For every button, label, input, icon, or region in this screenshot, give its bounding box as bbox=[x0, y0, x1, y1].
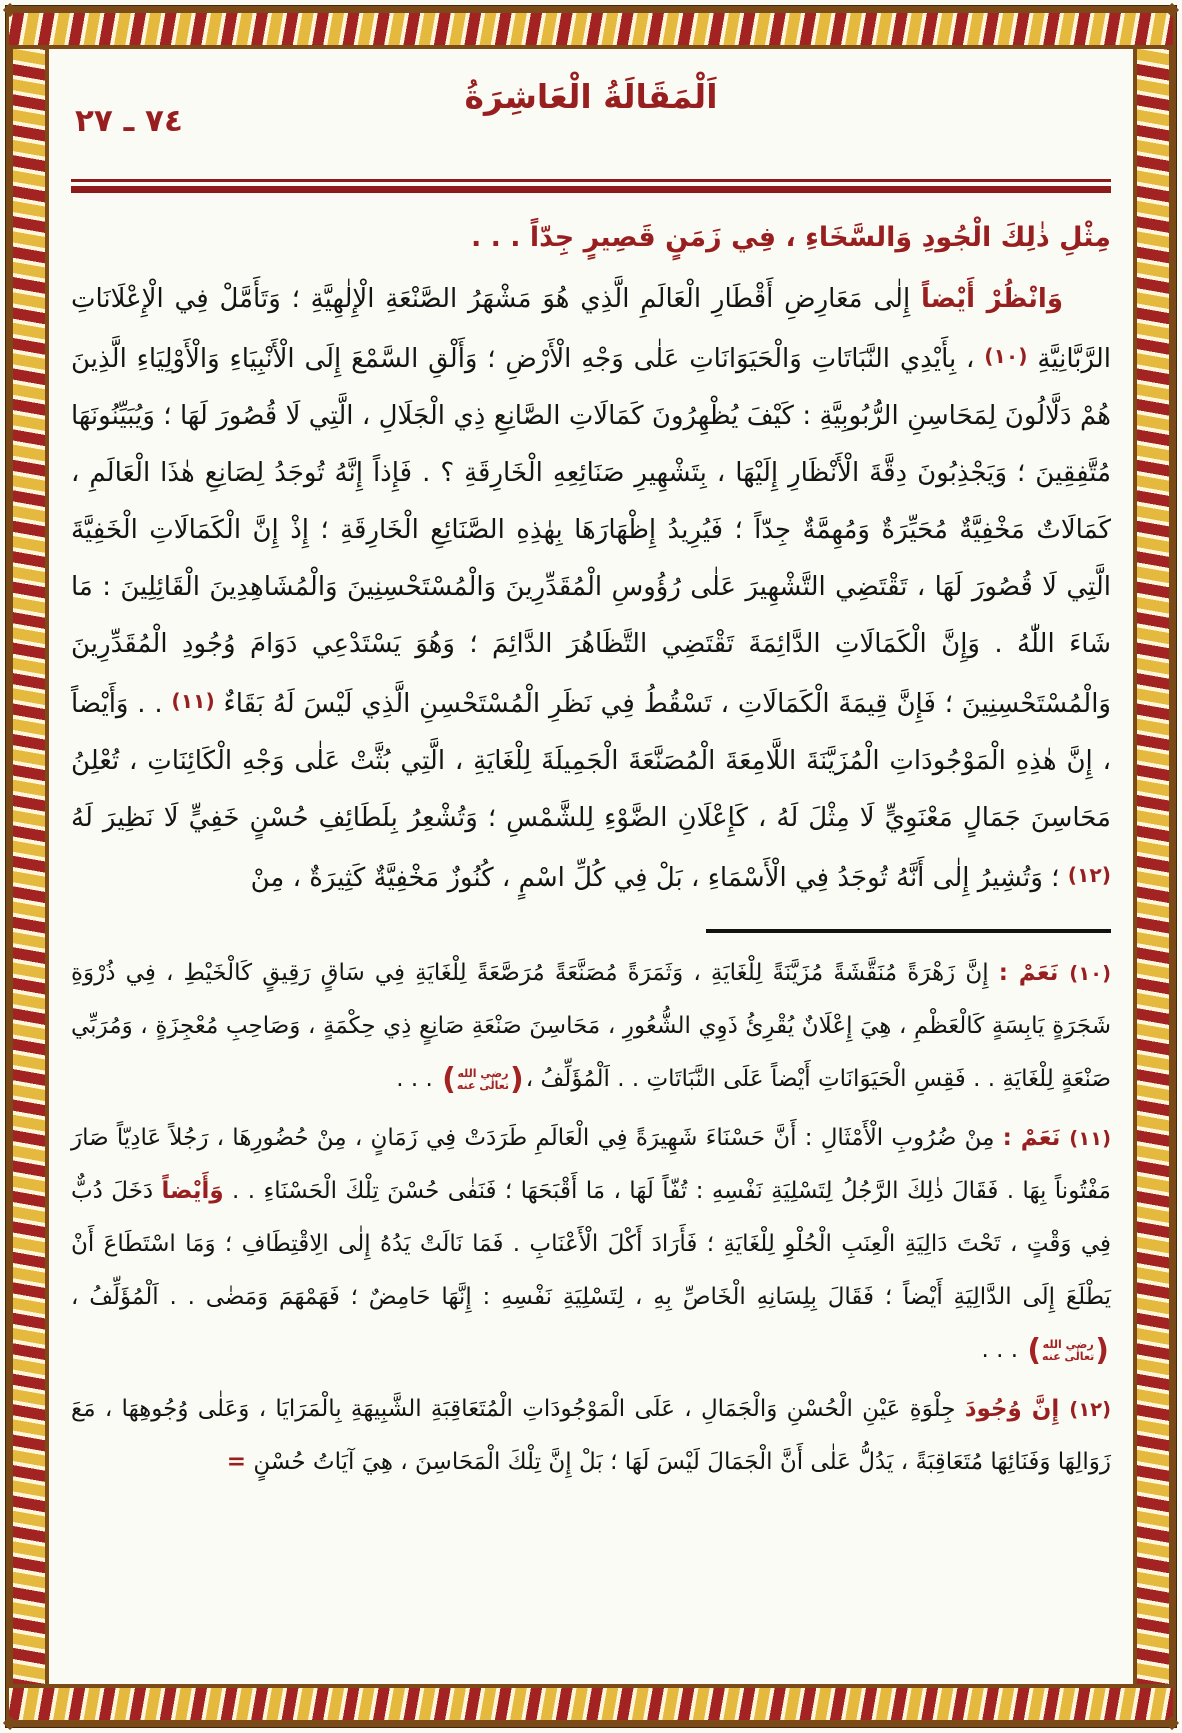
page-header bbox=[71, 77, 1111, 169]
seal-line: رضي الله bbox=[1042, 1337, 1094, 1351]
footnote-10 bbox=[71, 947, 1111, 1106]
footnote-ref-10: (١٠) bbox=[984, 344, 1028, 368]
seal-paren: ) bbox=[442, 1062, 456, 1097]
footnote-10-tail: . . . bbox=[396, 1066, 441, 1092]
footnote-12 bbox=[71, 1383, 1111, 1489]
footnote-12-text: جِلْوَةِ عَيْنِ الْحُسْنِ وَالْجَمَالِ ، عَلَى الْمَوْجُودَاتِ الْمُتَعَاقِبَةِ الشَّبِيهَةِ بِالْمَرَايَا ، وَعَلٰى وُجُوهِهَا ، مَعَ زَوَالِهَا وَفَنَائِهَا مُتَعَاقِبَةً ، يَدُلُّ عَلٰى أَنَّ الْجَمَالَ لَيْسَ لَهَا ؛ بَلْ إِنَّ تِلْكَ الْمَحَاسِنَ ، هِيَ آيَاتُ حُسْنٍ bbox=[71, 1396, 1111, 1475]
page-content bbox=[47, 47, 1135, 1686]
seal-line: تعالٰى عنه bbox=[1042, 1349, 1095, 1363]
seal-line: رضي الله bbox=[457, 1066, 509, 1080]
rule-thick bbox=[71, 186, 1111, 193]
seal-paren: ( bbox=[510, 1062, 524, 1097]
author-signature: اَلْمُؤَلِّفُ ، bbox=[71, 1284, 159, 1310]
body-paragraph bbox=[71, 271, 1111, 907]
seal-paren: ( bbox=[1095, 1333, 1109, 1368]
rule-thin bbox=[71, 179, 1111, 182]
body-segment: ، بِأَيْدِي النَّبَاتَاتِ وَالْحَيَوَانَاتِ عَلٰى وَجْهِ الْأَرْضِ ؛ وَأَلْقِ السَّمْعَ إِلَى الْأَنْبِيَاءِ وَالْأَوْلِيَاءِ الَّذِينَ هُمْ دَلَّالُونَ لِمَحَاسِنِ الرُّبُوبِيَّةِ : كَيْفَ يُظْهِرُونَ كَمَالَاتِ الصَّانِعِ ذِي الْجَلَالِ ، الَّتِي لَا قُصُورَ لَهَا ؛ وَيُبَيِّنُونَهَا مُتَّفِقِينَ ؛ وَيَجْذِبُونَ دِقَّةَ الْأَنْظَارِ إِلَيْهَا ، بِتَشْهِيرِ صَنَائِعِهِ الْخَارِقَةِ ؟ . فَإِذاً إِنَّهُ تُوجَدُ لِصَانِعِ هٰذَا الْعَالَمِ ، كَمَالَاتٌ مَخْفِيَّةٌ مُحَيِّرَةٌ وَمُهِمَّةٌ جِدّاً ؛ فَيُرِيدُ إِظْهَارَهَا بِهٰذِهِ الصَّنَائِعِ الْخَارِقَةِ ؛ إِذْ إِنَّ الْكَمَالَاتِ الْخَفِيَّةَ الَّتِي لَا قُصُورَ لَهَا ، تَقْتَضِي التَّشْهِيرَ عَلٰى رُؤُوسِ الْمُقَدِّرِينَ وَالْمُسْتَحْسِنِينَ وَالْمُشَاهِدِينَ الْقَائِلِينَ : مَا شَاءَ اللّٰهُ . وَإِنَّ الْكَمَالَاتِ الدَّائِمَةَ تَقْتَضِي التَّظَاهُرَ الدَّائِمَ ؛ وَهُوَ يَسْتَدْعِي دَوَامَ وُجُودِ الْمُقَدِّرِينَ وَالْمُسْتَحْسِنِينَ ؛ فَإِنَّ قِيمَةَ الْكَمَالَاتِ ، تَسْقُطُ فِي نَظَرِ الْمُسْتَحْسِنِ الَّذِي لَيْسَ لَهُ بَقَاءٌ bbox=[71, 344, 1111, 719]
continuation-mark: = bbox=[226, 1449, 247, 1475]
footnote-10-text: إِنَّ زَهْرَةً مُنَقَّشَةً مُزَيَّنَةً لِلْغَايَةِ ، وَثَمَرَةً مُصَنَّعَةً مُرَصَّعَةً لِلْغَايَةِ فِي سَاقٍ رَقِيقٍ كَالْخَيْطِ ، فِي ذُرْوَةِ شَجَرَةٍ يَابِسَةٍ كَالْعَظْمِ ، هِيَ إِعْلَانٌ يُقْرِئُ ذَوِي الشُّعُورِ ، مَحَاسِنَ صَنْعَةِ صَانِعٍ ذِي حِكْمَةٍ ، وَصَاحِبِ مُعْجِزَةٍ ، وَمُرَبِّي صَنْعَةٍ لِلْغَايَةِ . . فَقِسِ الْحَيَوَانَاتِ أَيْضاً عَلَى النَّبَاتَاتِ . . bbox=[71, 960, 1111, 1092]
author-seal-icon bbox=[1027, 1324, 1109, 1377]
footnote-11-text: دَخَلَ دُبٌّ فِي وَقْتٍ ، تَحْتَ دَالِيَةِ الْعِنَبِ الْحُلْوِ لِلْغَايَةِ ؛ فَأَرَادَ أَكْلَ الْأَعْنَابِ . فَمَا نَالَتْ يَدُهُ إِلٰى الِاقْتِطَافِ ؛ وَمَا اسْتَطَاعَ أَنْ يَطْلَعَ إِلَى الدَّالِيَةِ أَيْضاً ؛ فَقَالَ بِلِسَانِهِ الْخَاصِّ بِهِ ، لِتَسْلِيَةِ نَفْسِهِ : إِنَّهَا حَامِضٌ ؛ فَهَمْهَمَ وَمَضٰى . . bbox=[71, 1178, 1111, 1310]
footnote-ref-12: (١٢) bbox=[1067, 863, 1111, 887]
footnote-11 bbox=[71, 1112, 1111, 1377]
seal-line: تعالٰى عنه bbox=[456, 1078, 510, 1092]
footnotes-block bbox=[71, 947, 1111, 1489]
footnote-10-lead: نَعَمْ : bbox=[998, 960, 1070, 986]
lead-phrase: وَانْظُرْ أَيْضاً bbox=[921, 284, 1063, 314]
footnote-10-label: (١٠) bbox=[1069, 962, 1111, 985]
border-bottom-chain-icon bbox=[9, 1684, 1173, 1724]
footnote-11-lead: نَعَمْ : bbox=[1002, 1125, 1070, 1151]
body-segment: إِلٰى مَعَارِضِ أَقْطَارِ الْعَالَمِ الَّذِي هُوَ مَشْهَرُ الصَّنْعَةِ الْإِلٰهِيَّةِ ؛ وَتَأَمَّلْ فِي الْإِعْلَانَاتِ الرَّبَّانِيَّةِ bbox=[71, 284, 1111, 374]
body-text-block bbox=[71, 209, 1111, 907]
page-number: ٧٤ ـ ٢٧ bbox=[75, 103, 183, 139]
border-right-chain-icon bbox=[1133, 9, 1173, 1724]
footnote-11-label: (١١) bbox=[1069, 1127, 1111, 1150]
author-seal-icon bbox=[442, 1053, 524, 1106]
footnote-separator bbox=[706, 929, 1111, 933]
footnote-12-lead: إِنَّ وُجُودَ bbox=[964, 1396, 1070, 1422]
seal-paren: ) bbox=[1027, 1333, 1042, 1368]
border-left-chain-icon bbox=[9, 9, 49, 1724]
footnote-12-label: (١٢) bbox=[1069, 1398, 1112, 1421]
footnote-11-also: وَأَيْضاً bbox=[161, 1178, 224, 1204]
body-heading-line: مِثْلِ ذٰلِكَ الْجُودِ وَالسَّخَاءِ ، فِي زَمَنٍ قَصِيرٍ جِدّاً . . . bbox=[470, 222, 1111, 253]
footnote-11-tail: . . . bbox=[981, 1337, 1026, 1363]
footnote-ref-11: (١١) bbox=[171, 689, 215, 713]
page-title: اَلْمَقَالَةُ الْعَاشِرَةُ bbox=[464, 77, 718, 116]
body-segment: ؛ وَتُشِيرُ إِلٰى أَنَّهُ تُوجَدُ فِي الْأَسْمَاءِ ، بَلْ فِي كُلِّ اسْمٍ ، كُنُوزٌ مَخْفِيَّةٌ كَثِيرَةٌ ، مِنْ bbox=[250, 863, 1068, 893]
author-signature: اَلْمُؤَلِّفُ ، bbox=[525, 1066, 610, 1092]
body-segment: . . وَأَيْضاً ، إِنَّ هٰذِهِ الْمَوْجُودَاتِ الْمُزَيَّنَةَ اللَّامِعَةَ الْمُصَنَّعَةَ الْجَمِيلَةَ لِلْغَايَةِ ، الَّتِي بُثَّتْ عَلٰى وَجْهِ الْكَائِنَاتِ ، تُعْلِنُ مَحَاسِنَ جَمَالٍ مَعْنَوِيٍّ لَا مِثْلَ لَهُ ، كَإِعْلَانِ الضَّوْءِ لِلشَّمْسِ ؛ وَتُشْعِرُ بِلَطَائِفِ حُسْنٍ خَفِيٍّ لَا نَظِيرَ لَهُ bbox=[71, 689, 1111, 833]
footnote-11-text: مِنْ ضُرُوبِ الْأَمْثَالِ : أَنَّ حَسْنَاءَ شَهِيرَةً فِي الْعَالَمِ طَرَدَتْ فِي زَمَانٍ ، مِنْ حُضُورِهَا ، رَجُلاً عَادِيّاً صَارَ مَفْتُوناً بِهَا . فَقَالَ ذٰلِكَ الرَّجُلُ لِتَسْلِيَةِ نَفْسِهِ : تُفّاً لَهَا ، مَا أَقْبَحَهَا ؛ فَنَفٰى حُسْنَ تِلْكَ الْحَسْنَاءِ . . bbox=[71, 1125, 1111, 1204]
header-double-rule bbox=[71, 179, 1111, 193]
border-top-chain-icon bbox=[9, 9, 1173, 49]
